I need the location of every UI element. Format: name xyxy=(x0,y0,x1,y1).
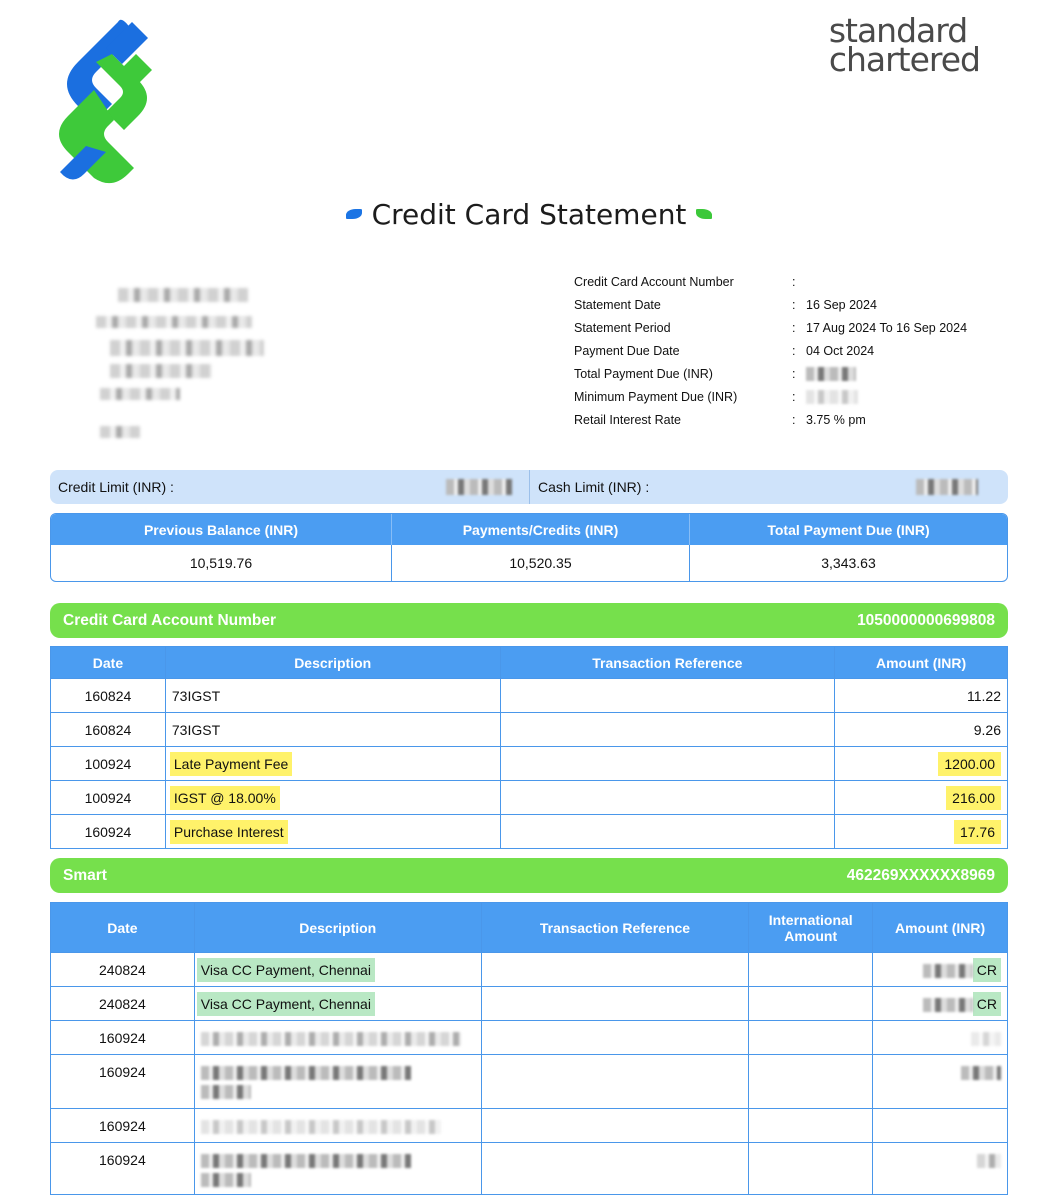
table-row: 100924 IGST @ 18.00% 216.00 xyxy=(51,781,1008,815)
highlighted-description: Visa CC Payment, Chennai xyxy=(197,958,375,982)
description-header: Description xyxy=(165,647,500,679)
statement-info xyxy=(574,270,1006,431)
table-row: 160824 73IGST 9.26 xyxy=(51,713,1008,747)
redacted-value xyxy=(201,1120,441,1134)
redacted-value xyxy=(201,1032,461,1046)
redacted-value xyxy=(961,1066,1001,1080)
highlighted-description: IGST @ 18.00% xyxy=(170,786,280,810)
transaction-reference-header: Transaction Reference xyxy=(481,903,749,953)
table-row: 100924 Late Payment Fee 1200.00 xyxy=(51,747,1008,781)
highlighted-amount: 17.76 xyxy=(954,820,1001,844)
redacted-value xyxy=(806,367,856,381)
card-transactions-table xyxy=(50,902,1008,1195)
info-retail-interest-rate: Retail Interest Rate : 3.75 % pm xyxy=(574,412,866,427)
info-minimum-payment-due: Minimum Payment Due (INR) : xyxy=(574,385,1006,408)
redacted-value xyxy=(977,1154,1001,1168)
highlighted-amount: 1200.00 xyxy=(938,752,1001,776)
highlighted-description: Late Payment Fee xyxy=(170,752,292,776)
redacted-value xyxy=(201,1173,251,1187)
amount-header: Amount (INR) xyxy=(873,903,1008,953)
table-row: 160924 xyxy=(51,1021,1008,1055)
international-amount-header: International Amount xyxy=(749,903,873,953)
date-header: Date xyxy=(51,903,195,953)
info-statement-period: Statement Period : 17 Aug 2024 To 16 Sep 2024 xyxy=(574,320,968,335)
table-row: 160824 73IGST 11.22 xyxy=(51,679,1008,713)
table-row: 240824 Visa CC Payment, Chennai CR xyxy=(51,953,1008,987)
redacted-value xyxy=(201,1066,411,1080)
green-leaf-icon xyxy=(696,209,712,219)
payments-credits-header: Payments/Credits (INR) xyxy=(391,514,689,545)
highlighted-description: Purchase Interest xyxy=(170,820,288,844)
total-payment-due-header: Total Payment Due (INR) xyxy=(689,514,1007,545)
redacted-value xyxy=(923,964,973,978)
amount-header: Amount (INR) xyxy=(835,647,1008,679)
table-row: 160924 xyxy=(51,1143,1008,1195)
card-bar: Smart 462269XXXXXX8969 xyxy=(50,858,1008,893)
info-payment-due-date: Payment Due Date : 04 Oct 2024 xyxy=(574,343,875,358)
account-transactions-table xyxy=(50,646,1008,849)
redacted-value xyxy=(201,1154,411,1168)
previous-balance-header: Previous Balance (INR) xyxy=(143,521,299,538)
info-total-payment-due: Total Payment Due (INR) : xyxy=(574,362,1006,385)
redacted-value xyxy=(916,479,978,495)
transaction-reference-header: Transaction Reference xyxy=(500,647,835,679)
page-title: Credit Card Statement xyxy=(0,198,1058,231)
blue-leaf-icon xyxy=(346,209,362,219)
cash-limit: Cash Limit (INR) : xyxy=(529,470,1008,504)
credit-limit: Credit Limit (INR) : xyxy=(50,470,529,504)
brand-wordmark: standard chartered xyxy=(828,11,980,79)
table-row: 240824 Visa CC Payment, Chennai CR xyxy=(51,987,1008,1021)
redacted-value xyxy=(446,479,512,495)
balance-summary-table xyxy=(50,513,1008,582)
info-statement-date: Statement Date : 16 Sep 2024 xyxy=(574,297,877,312)
previous-balance-value: 10,519.76 xyxy=(189,555,253,571)
payments-credits-value: 10,520.35 xyxy=(391,545,689,581)
table-row: 160924 Purchase Interest 17.76 xyxy=(51,815,1008,849)
redacted-value xyxy=(971,1032,1001,1046)
info-account-number: Credit Card Account Number : xyxy=(574,274,796,289)
description-header: Description xyxy=(194,903,481,953)
highlighted-amount: 216.00 xyxy=(946,786,1001,810)
redacted-value xyxy=(806,390,858,404)
highlighted-description: Visa CC Payment, Chennai xyxy=(197,992,375,1016)
table-row: 160924 xyxy=(51,1055,1008,1109)
total-payment-due-value: 3,343.63 xyxy=(689,545,1007,581)
account-number-bar: Credit Card Account Number 1050000000699808 xyxy=(50,603,1008,638)
table-row: 160924 xyxy=(51,1109,1008,1143)
date-header: Date xyxy=(51,647,166,679)
redacted-value xyxy=(201,1085,251,1099)
limits-bar xyxy=(50,470,1008,504)
redacted-address xyxy=(96,284,296,444)
redacted-value xyxy=(923,998,973,1012)
standard-chartered-logo xyxy=(48,14,160,186)
